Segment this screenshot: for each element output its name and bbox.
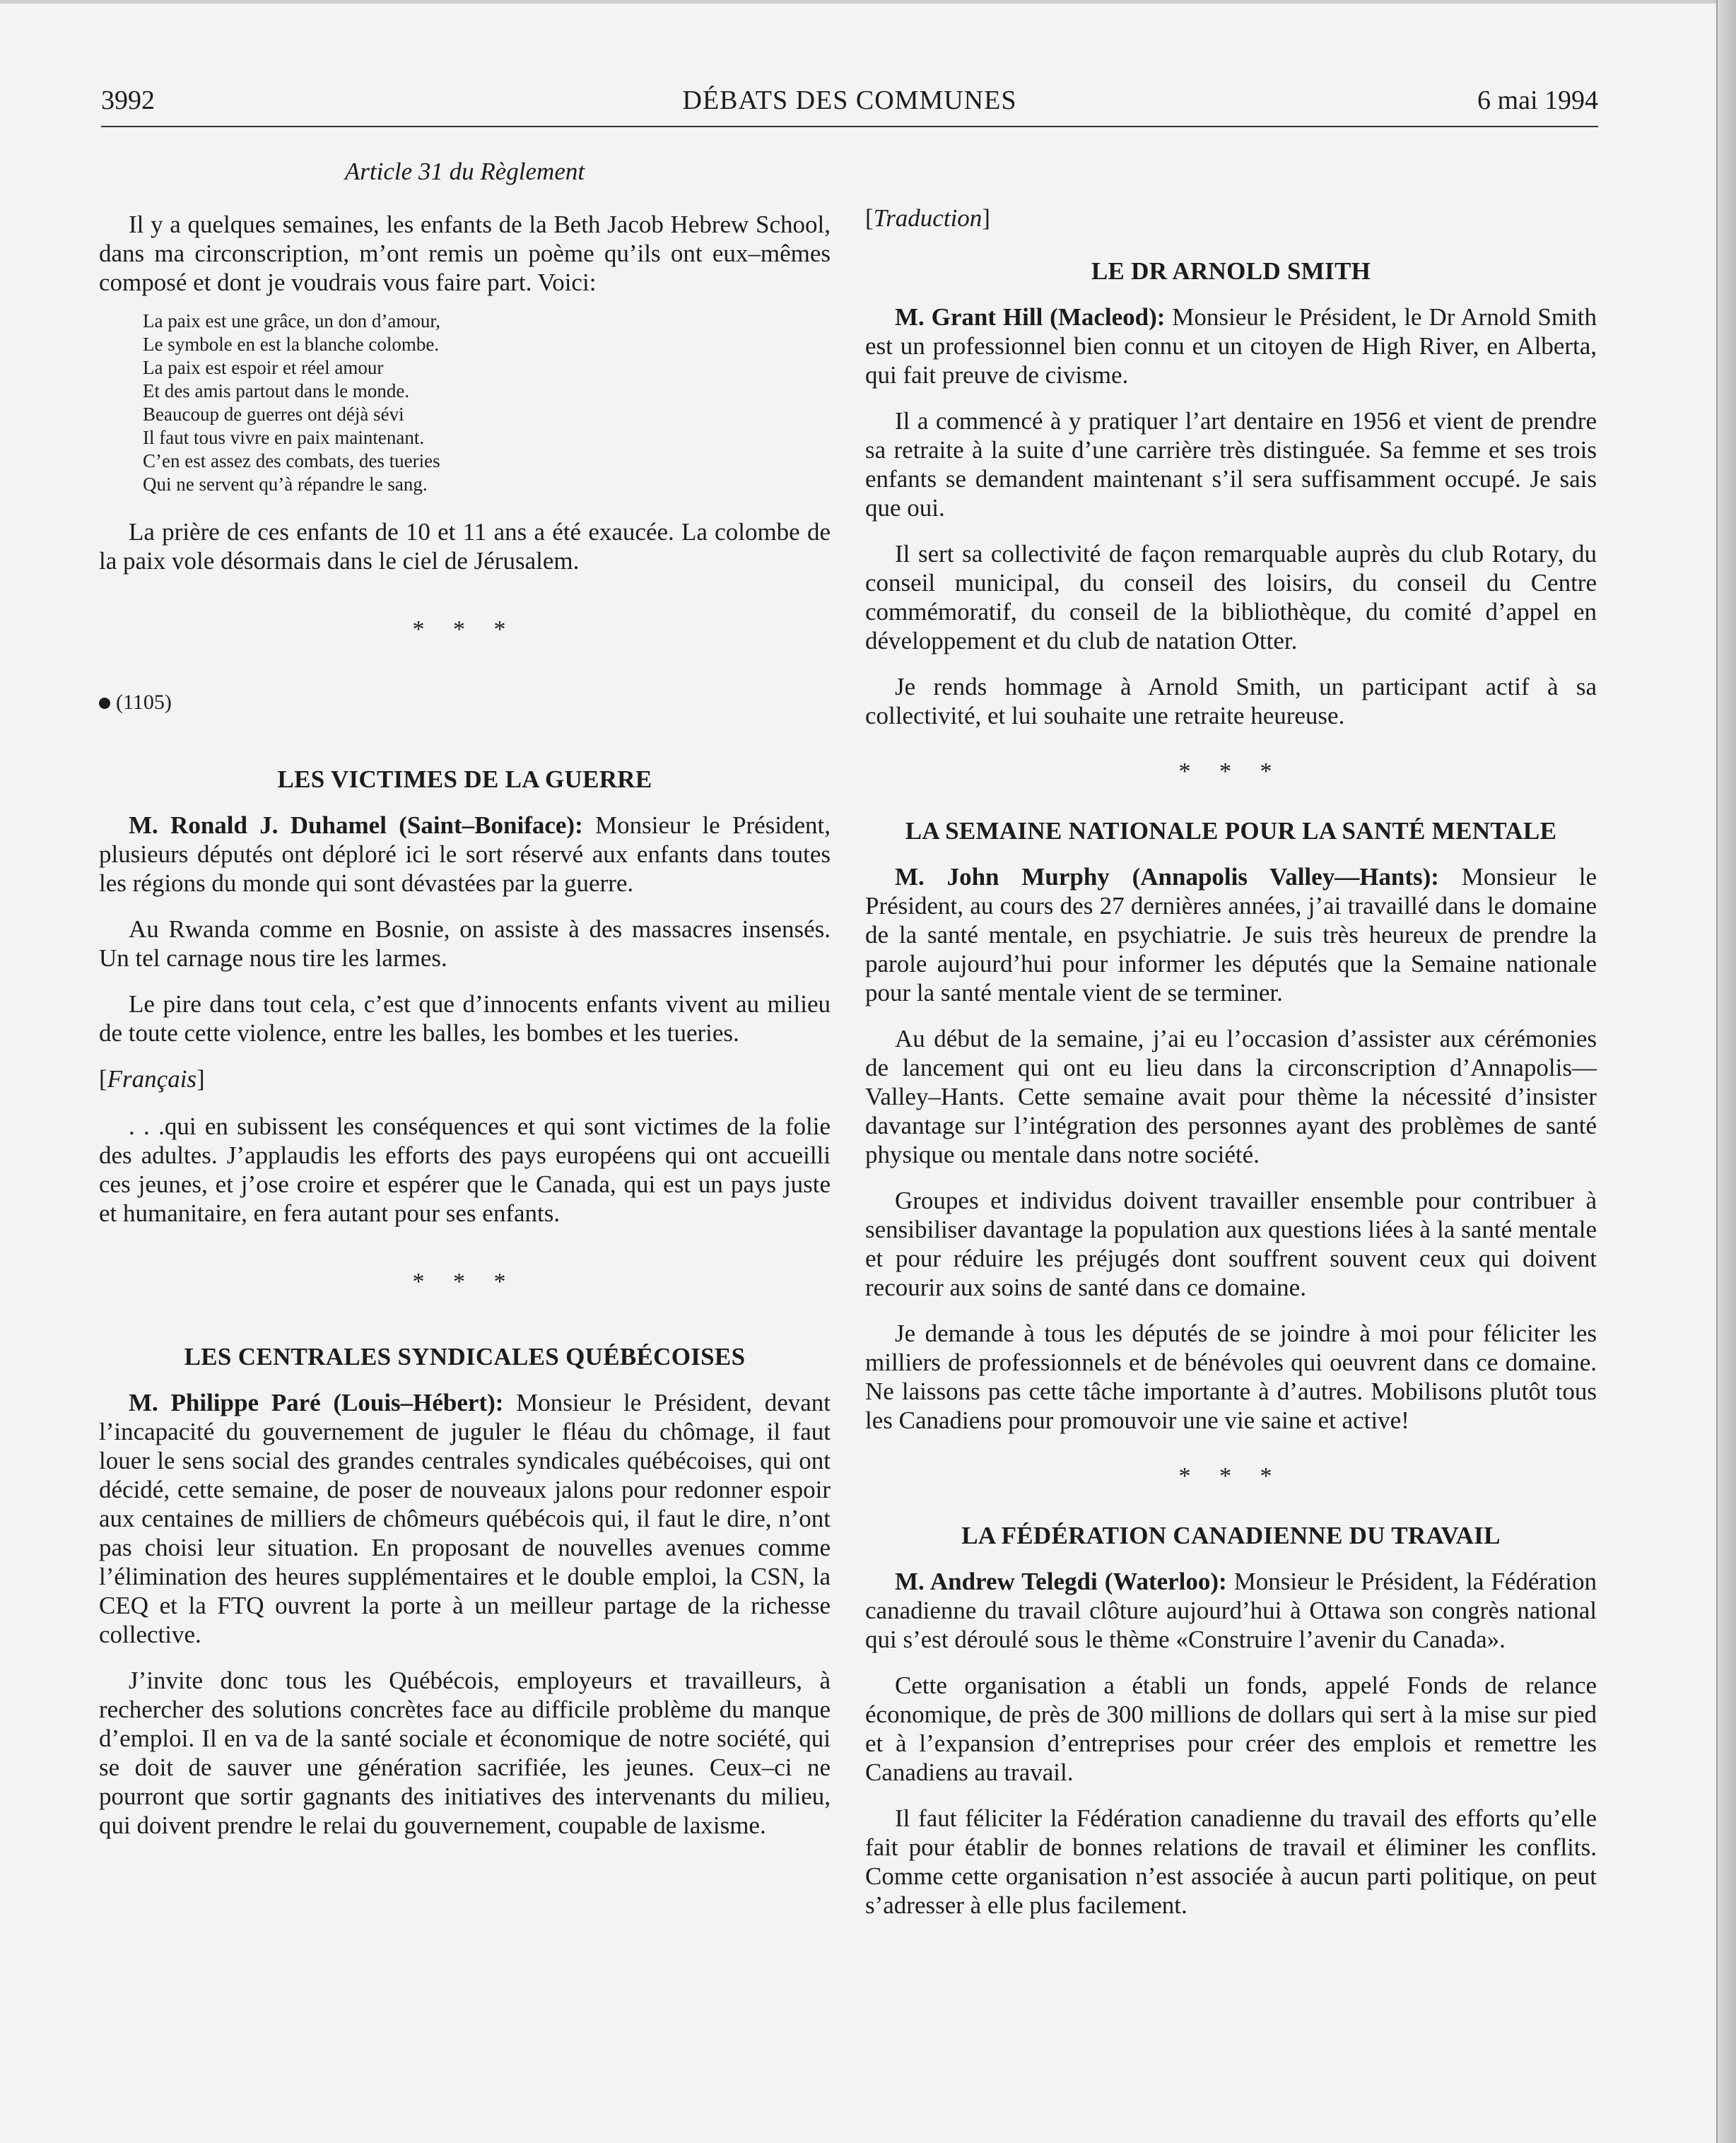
page-number: 3992 bbox=[101, 86, 155, 115]
statement-paragraph: Je rends hommage à Arnold Smith, un participant actif à sa collectivité, et lui souhaite une retraite heureuse. bbox=[865, 673, 1597, 729]
statement-text: Monsieur le Président, au cours des 27 dernières années, j’ai travaillé dans le domaine de la santé mentale, en psychiatrie. Je suis très heureux de prendre la parole aujourd’hui pour informer les députés que la Semaine nationale pour la santé mentale vient de se terminer. bbox=[865, 863, 1597, 1006]
speaker-name: M. Andrew Telegdi (Waterloo): bbox=[895, 1568, 1227, 1595]
statement-paragraph: Il sert sa collectivité de façon remarquable auprès du club Rotary, du conseil municipal, du conseil des loisirs, du conseil du Centre commémoratif, du conseil de la bibliothèque, du comité d’appel en développement et du club de natation Otter. bbox=[865, 540, 1597, 654]
rule-reference: Article 31 du Règlement bbox=[344, 158, 585, 185]
statement-text: Monsieur le Président, plusieurs députés ont déploré ici le sort réservé aux enfants dans toutes les régions du monde qui sont dévastées par la guerre. bbox=[99, 811, 831, 897]
poem-line: Qui ne servent qu’à répandre le sang. bbox=[143, 474, 428, 495]
time-marker-text: (1105) bbox=[116, 691, 172, 714]
language-note-text: Français bbox=[107, 1065, 197, 1093]
statement-text: Monsieur le Président, la Fédération canadienne du travail clôture aujourd’hui à Ottawa son congrès national qui s’est déroulé sous le thème «Construire l’avenir du Canada». bbox=[865, 1568, 1597, 1653]
poem-line: La paix est espoir et réel amour bbox=[143, 357, 384, 378]
statement-paragraph: Il a commencé à y pratiquer l’art dentaire en 1956 et vient de prendre sa retraite à la suite d’une carrière très distinguée. Sa femme et ses trois enfants se demandent maintenant s’il sera suffisamment occupé. Je sais que oui. bbox=[865, 407, 1597, 522]
statement-paragraph: Le pire dans tout cela, c’est que d’innocents enfants vivent au milieu de toute cette violence, entre les balles, les bombes et les tueries. bbox=[99, 990, 831, 1047]
page-date: 6 mai 1994 bbox=[1477, 86, 1598, 115]
section-separator: * * * bbox=[1178, 758, 1284, 785]
language-note-text: Traduction bbox=[873, 204, 983, 232]
statement-paragraph bbox=[865, 862, 1597, 1007]
statement-paragraph: Groupes et individus doivent travailler ensemble pour contribuer à sensibiliser davantage la population aux questions liées à la santé mentale et pour réduire les préjugés dont souffrent souvent ceux qui doivent recourir aux soins de santé dans ce domaine. bbox=[865, 1187, 1597, 1301]
bullet-icon bbox=[99, 698, 110, 709]
speaker-name: M. Grant Hill (Macleod): bbox=[895, 303, 1166, 331]
page-top-edge bbox=[0, 0, 1718, 4]
section-separator: * * * bbox=[412, 616, 517, 642]
time-marker bbox=[99, 690, 831, 715]
left-column bbox=[99, 150, 831, 1840]
statement-paragraph bbox=[99, 1388, 831, 1649]
poem-line: Il faut tous vivre en paix maintenant. bbox=[143, 427, 425, 448]
section-heading: LES VICTIMES DE LA GUERRE bbox=[277, 765, 652, 793]
language-note: [Français] bbox=[99, 1065, 205, 1093]
statement-paragraph: Au début de la semaine, j’ai eu l’occasion d’assister aux cérémonies de lancement qui ont eu lieu dans la circonscription d’Annapolis—Valley–Hants. Cette semaine avait pour thème la nécessité d’insister davantage sur l’intégration des personnes ayant des problèmes de santé physique ou mentale dans notre société. bbox=[865, 1025, 1597, 1168]
statement-paragraph: J’invite donc tous les Québécois, employeurs et travailleurs, à rechercher des solutions concrètes face au difficile problème du manque d’emploi. Il en va de la santé sociale et économique de notre société, qui se doit de sauver une génération sacrifiée, les jeunes. Ceux–ci ne pourront que sortir gagnants des initiatives des intervenants du milieu, qui doivent prendre le relai du gouvernement, coupable de laxisme. bbox=[99, 1667, 831, 1839]
statement-paragraph bbox=[99, 811, 831, 898]
statement-paragraph: Je demande à tous les députés de se joindre à moi pour féliciter les milliers de professionnels et de bénévoles qui oeuvrent dans ce domaine. Ne laissons pas cette tâche importante à d’autres. Mobilisons plutôt tous les Canadiens pour promouvoir une vie saine et active! bbox=[865, 1320, 1597, 1434]
section-heading: LA FÉDÉRATION CANADIENNE DU TRAVAIL bbox=[961, 1522, 1501, 1549]
section-separator: * * * bbox=[412, 1269, 517, 1295]
poem-line: La paix est une grâce, un don d’amour, bbox=[143, 310, 441, 331]
statement-paragraph: . . .qui en subissent les conséquences et qui sont victimes de la folie des adultes. J’applaudis les efforts des pays européens qui ont accueilli ces jeunes, et j’ose croire et espérer que le Canada, qui est un pays juste et humanitaire, en fera autant pour ses enfants. bbox=[99, 1112, 831, 1227]
statement-paragraph: Cette organisation a établi un fonds, appelé Fonds de relance économique, de près de 300 millions de dollars qui sert à la mise sur pied et à l’expansion d’entreprises pour créer des emplois et remettre les Canadiens au travail. bbox=[865, 1672, 1597, 1786]
speaker-name: M. John Murphy (Annapolis Valley—Hants): bbox=[895, 863, 1439, 891]
statement-paragraph: Il faut féliciter la Fédération canadienne du travail des efforts qu’elle fait pour établir de bonnes relations de travail et éliminer les conflits. Comme cette organisation n’est associée à aucun parti politique, on peut s’adresser à elle plus facilement. bbox=[865, 1804, 1597, 1919]
statement-text: Monsieur le Président, le Dr Arnold Smith est un professionnel bien connu et un citoyen de High River, en Alberta, qui fait preuve de civisme. bbox=[865, 303, 1597, 389]
right-column bbox=[865, 204, 1597, 1920]
publication-title: DÉBATS DES COMMUNES bbox=[682, 86, 1017, 115]
speaker-name: M. Philippe Paré (Louis–Hébert): bbox=[129, 1389, 504, 1416]
section-heading: LE DR ARNOLD SMITH bbox=[1091, 257, 1371, 285]
section-separator: * * * bbox=[1178, 1463, 1284, 1489]
poem-line: Le symbole en est la blanche colombe. bbox=[143, 334, 440, 355]
after-poem-paragraph: La prière de ces enfants de 10 et 11 ans a été exaucée. La colombe de la paix vole désormais dans le ciel de Jérusalem. bbox=[99, 518, 831, 575]
intro-paragraph: Il y a quelques semaines, les enfants de la Beth Jacob Hebrew School, dans ma circonscription, m’ont remis un poème qu’ils ont eux–mêmes composé et dont je voudrais vous faire part. Voici: bbox=[99, 211, 831, 296]
poem-line: C’en est assez des combats, des tueries bbox=[143, 450, 440, 471]
statement-paragraph bbox=[865, 303, 1597, 389]
section-heading: LES CENTRALES SYNDICALES QUÉBÉCOISES bbox=[184, 1343, 746, 1370]
speaker-name: M. Ronald J. Duhamel (Saint–Boniface): bbox=[129, 811, 583, 839]
page-header bbox=[101, 79, 1598, 127]
poem bbox=[143, 310, 831, 496]
statement-paragraph: Au Rwanda comme en Bosnie, on assiste à des massacres insensés. Un tel carnage nous tire les larmes. bbox=[99, 915, 831, 972]
language-note: [Traduction] bbox=[865, 204, 990, 232]
section-heading: LA SEMAINE NATIONALE POUR LA SANTÉ MENTALE bbox=[905, 817, 1557, 845]
page-binding-edge bbox=[1716, 0, 1736, 2143]
statement-text: Monsieur le Président, devant l’incapacité du gouvernement de juguler le fléau du chômage, il faut louer le sens social des grandes centrales syndicales québécoises, qui ont décidé, cette semaine, de poser de nouveaux jalons pour redonner espoir aux centaines de milliers de chômeurs québécois qui, il faut le dire, n’ont pas choisi leur situation. En proposant de nouvelles avenues comme l’élimination des heures supplémentaires et le double emploi, la CSN, la CEQ et la FTQ ouvrent la porte à un meilleur partage de la richesse collective. bbox=[99, 1389, 831, 1648]
statement-paragraph bbox=[865, 1567, 1597, 1654]
poem-line: Beaucoup de guerres ont déjà sévi bbox=[143, 404, 404, 425]
poem-line: Et des amis partout dans le monde. bbox=[143, 380, 410, 401]
